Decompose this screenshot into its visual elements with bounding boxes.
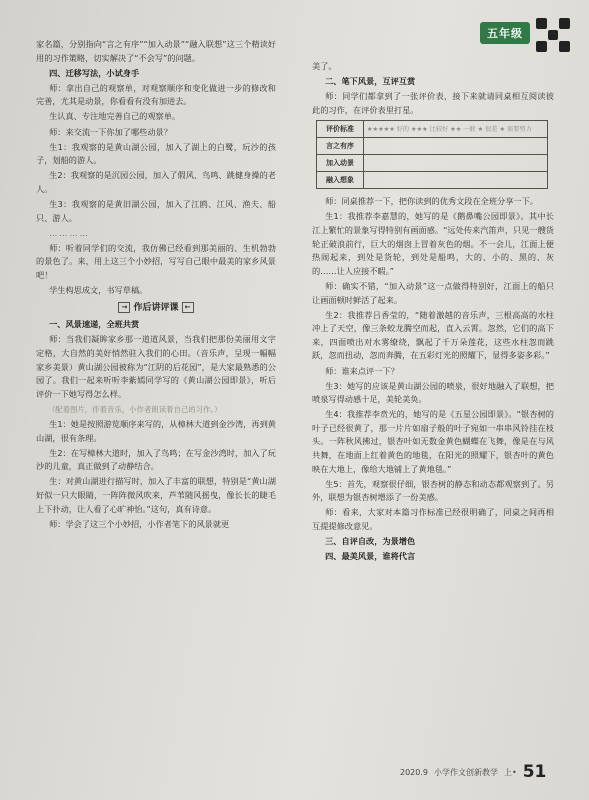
- paragraph: 师：听着同学们的交流，我仿佛已经看到那美丽的、生机勃勃的景色了。来，用上这三个小妙招，写写自己眼中最美的家乡风景吧！: [36, 242, 276, 280]
- paragraph: 生3：我观察的是黄旧湖公园，加入了江鸥、江风、渔夫、船只、游人。: [36, 199, 276, 223]
- banner-text: 作后讲评课: [133, 302, 179, 313]
- page-number: 51: [522, 762, 547, 782]
- paragraph: 生2：我推荐吕香莹的，“随着激越的音乐声，三根高高的水柱冲上了天空，像三条蛟龙腾空而起，直入云霄。忽然，它们的高下来，四面喷出对水雾缭绕，飘起了千万朵莲花，这些水柱忽而跳跃，忽而扭动，忽而奔腾，在五彩灯光的照耀下，显得多姿多彩。”: [312, 309, 554, 361]
- paragraph: 师：学会了这三个小妙招，小作者笔下的风景就更: [49, 518, 230, 529]
- ellipsis: …………: [49, 227, 90, 238]
- paragraph: 师：看来，大家对本篇习作标准已经很明确了，同桌之间再相互提提修改意见。: [312, 507, 554, 532]
- paragraph: 师：确实不错，“加入动景”这一点做得特别好，江面上的船只让画面顿时鲜活了起来。: [312, 280, 554, 305]
- table-cell-value: [364, 172, 548, 189]
- paragraph: 生1：我观察的是黄山湖公园，加入了湖上的白鹭，玩沙的孩子，划船的游人。: [36, 141, 276, 166]
- section-banner: [36, 302, 276, 316]
- section-heading: 二、笔下风景，互评互赏: [325, 76, 416, 87]
- stage-note: （配着图片，伴着音乐，小作者朗读着自己的习作。）: [47, 404, 222, 414]
- table-row: [317, 172, 548, 189]
- paragraph: 生4：我推荐李贲光的，她写的是《五星公园即景》。“银杏树的叶子已经很黄了，那一片片如扇子般的叶子宛如一串串风铃挂在枝头。一阵秋风拂过，银杏叶如无数金黄色蝴蝶在飞舞，像是在与风共舞，在地面上红着黄色的地毯，在阳光的照耀下，银杏叶的黄色映在大地上，像给大地铺上了黄地毯。”: [312, 409, 554, 474]
- paragraph: 生1：我推荐李嘉慧的，她写的是《鹅鼻嘴公园即景》。其中长江上繁忙的景象写得特别有画面感。“远处传来汽笛声，只见一艘货轮正破浪前行，巨大的烟囱上冒着灰色的烟。不一会儿，江面上便热闹起来，到处是货轮，到处是船鸣，大的、小的、黑的、灰的……让人应接不暇。”: [312, 211, 554, 276]
- paragraph: 生：对黄山湖进行描写时，加入了丰富的联想，特别是“黄山湖好似一只大眼睛，一阵阵微风吹来，芦苇随风摇曳，像长长的睫毛上下扑动，让人看了心旷神怡。”这句，真有诗意。: [36, 476, 276, 514]
- paragraph: 师：拿出自己的观察单，对观察顺序和变化做进一步的修改和完善，尤其是动景，你看看有没有加进去。: [36, 82, 276, 107]
- paragraph: 师：谁来点评一下？: [325, 365, 399, 376]
- paragraph: 生3：她写的应该是黄山湖公园的喷泉，很好地融入了联想，把喷泉写得动感十足，美轮美奂。: [312, 380, 554, 405]
- paragraph: 生1：她是按照游览顺序来写的，从樟林大道到金沙湾，再到黄山湖，很有条理。: [36, 418, 276, 443]
- grade-badge: 五年级: [480, 22, 530, 44]
- table-cell-value: [364, 155, 548, 172]
- paragraph: 师：来交流一下你加了哪些动景？: [49, 126, 172, 137]
- table-cell-label: 融入想象: [317, 172, 364, 189]
- section-heading: 四、迁移写法，小试身手: [49, 67, 140, 78]
- paragraph: 生2：在写樟林大道时，加入了鸟鸣；在写金沙湾时，加入了玩沙的儿童，真正做到了动静结合。: [36, 447, 276, 472]
- paragraph: 师：同桌推荐一下，把你读到的优秀文段在全班分享一下。: [325, 196, 538, 207]
- paragraph: 美了。: [312, 61, 337, 71]
- page-footer: [400, 762, 546, 782]
- section-heading: 一、风景速递，全班共赏: [49, 319, 140, 330]
- paragraph: 学生构思成文，书写草稿。: [49, 285, 148, 296]
- magazine-name: 小学作文创新教学: [434, 767, 498, 777]
- table-cell-label: 言之有序: [317, 138, 364, 155]
- table-row: [317, 121, 548, 138]
- paragraph: 生5：首先，观察很仔细，银杏树的静态和动态都观察到了。另外，联想为银杏树增添了一份美感。: [312, 478, 554, 503]
- evaluation-table: [316, 120, 548, 189]
- section-heading: 三、自评自改，为景增色: [325, 536, 416, 547]
- issue-date: 2020.9: [400, 767, 428, 777]
- footer-suffix: 上•: [504, 767, 517, 777]
- left-text-column: [36, 38, 276, 533]
- table-cell-value: ★★★★★ 好的 ★★★ 比较好 ★★ 一般 ★ 很差 ★ 需要努力: [364, 121, 548, 138]
- paragraph: 生认真、专注地完善自己的观察单。: [49, 111, 181, 122]
- table-cell-label: 加入动景: [317, 155, 364, 172]
- arrow-left-icon: ←: [182, 302, 194, 313]
- right-text-column: [312, 60, 554, 565]
- table-row: [317, 155, 548, 172]
- table-cell-value: [364, 138, 548, 155]
- section-heading: 四、最美风景，谁将代言: [325, 551, 416, 562]
- table-row: [317, 138, 548, 155]
- paragraph: 家名篇，分别指向“言之有序”“加入动景”“融入联想”这三个精读好用的习作策略，切实解决了“不会写”的问题。: [36, 39, 276, 63]
- magazine-logo-icon: [536, 18, 570, 52]
- arrow-right-icon: →: [118, 302, 130, 313]
- paragraph: 师：同学们都拿到了一张评价表，接下来就请同桌相互阅读彼此的习作，在评价表里打星。: [312, 91, 554, 115]
- paragraph: 师：当我们凝眸家乡那一道道风景，当我们把那份美丽用文字定格，大自然的美好悄然驻入我们的心田。（音乐声，呈现一幅幅家乡美景）黄山湖公园被称为“江阴的后花园”，是大家最熟悉的公园了。我们一起来听听李紫嫣同学写的《黄山湖公园即景》，听后评价一下她写得怎么样。: [36, 334, 276, 399]
- paragraph: 生2：我观察的是沉园公园，加入了假风、鸟鸣、跳健身操的老人。: [36, 170, 276, 194]
- table-cell-label: 评价标准: [317, 121, 364, 138]
